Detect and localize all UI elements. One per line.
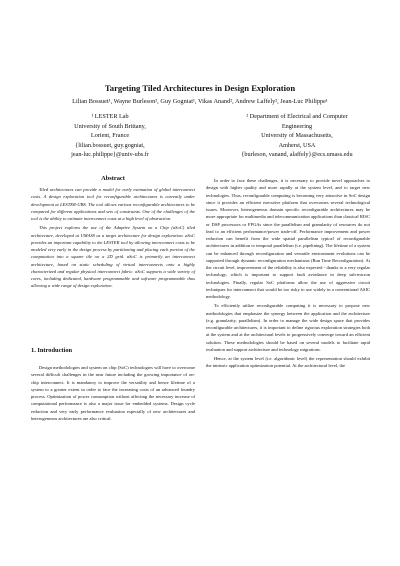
affiliation-2-line: Amherst, USA [278,141,316,149]
affiliation-2-line: Engineering [281,122,313,130]
intro-left-column [31,364,195,422]
paper-title: Targeting Tiled Architectures in Design Exploration [104,83,296,93]
body-paragraph: Design methodologies and system on chip (SoC) technologies will have to overcome several difficult challenges in the near future including the growing importance of on-chip interconnect. It is mandatory to improve the versatility and hence lifetime of a system to a greater extent in order to face the increasing costs of an advanced foundry process. Optimization of power consumption without affecting the necessary increase of computational performance is also a major issue for embedded systems. Design cycle reduction and very early performance evaluation especially of new architectures and heterogeneous architectures are also critical. [31,365,195,421]
affiliation-1-line: Lorient, France [90,132,130,140]
body-paragraph: In order to face these challenges, it is necessary to provide novel approaches to design with higher quality and more rapidly at the system level, and to target new technologies. Thus, reconfigurable computing is becoming very attractive in SoC design since it provides an efficient executive platform that overcomes several technological issues. Moreover, heterogeneous domain specific reconfigurable architectures may be more appropriate for multimedia and telecommunication applications than classical RISC or DSP processors or FPGAs since the parallelism and granularity of resources do not lead to an efficient performance/power trade-off. Performance improvement and power reduction can benefit from the wide spatial parallelism typical of reconfigurable architectures in addition to temporal parallelism (i.e. pipelining). The lifetime of a system can be enhanced through reconfiguration and versatile environment evolutions can be supported through dynamic reconfiguration mechanisms (Run Time Reconfiguration). At the circuit level, improvement of the reliability is also expected - thanks to a very regular technology, which is important to support fault avoidance in deep sub-micron technologies. Finally, regular SoC platforms allow the use of aggressive circuit techniques for interconnect that would be too risky to use widely in a conventional ASIC methodology. [206,178,370,299]
affiliation-2-line: {burleson, vanand, alaffely}@ecs.umass.edu [241,151,353,159]
affiliation-1-line: {lilian.bossuet, guy.gogniat, [75,141,145,149]
section-heading-introduction: 1. Introduction [31,347,73,354]
abstract-paragraph: This project explores the use of the Adaptive System on a Chip (aSoC) tiled architecture, developed at UMASS as a target architecture for design exploration. aSoC provides an important capability to the LESTER tool by allowing interconnect costs to be modeled very early in the design process by partitioning and placing each portion of the computation into a square tile on a 2D grid. aSoC is primarily an interconnect architecture, based on static scheduling of virtual interconnects onto a highly characterized and regular physical interconnect fabric. aSoC supports a wide variety of cores, including dedicated, hardware programmable and software programmable thus allowing a wide range of design exploration. [31,225,195,289]
affiliation-1-line: jean-luc.philippe}@univ-ubs.fr [71,151,149,159]
body-paragraph: Hence, at the system level (i.e. algorithmic level) the representation should exhibit the intrinsic application optimization potential. At the architectural level, the [206,356,370,369]
body-paragraph: To efficiently utilize reconfigurable computing it is necessary to propose new methodologies that emphasize the synergy between the application and the architecture (e.g. granularity, parallelism). In order to manage the wide design space that provides reconfigurable architectures, it is important to define rigorous exploration strategies both at the system and at the architectural levels to progressively converge toward an efficient solution. These methodologies should be based on several models to facilitate rapid evaluation and support architecture and technology migrations. [206,303,370,352]
right-column [206,177,370,370]
abstract-body [31,186,195,290]
affiliation-1-line: University of South Brittany, [74,122,146,130]
author-list: Lilian Bossuet¹, Wayne Burleson², Guy Gogniat¹, Vikas Anand², Andrew Laffely², Jean-Luc Philippe¹ [72,98,328,105]
affiliation-1-line: ¹ LESTER Lab [91,113,129,120]
affiliation-2-line: ² Department of Electrical and Computer [246,113,348,120]
affiliation-1 [40,112,180,160]
affiliation-2-line: University of Massachusetts, [261,132,333,140]
abstract-heading: Abstract [101,175,125,182]
affiliation-2 [222,112,372,160]
abstract-paragraph: Tiled architectures can provide a model for early estimation of global interconnect costs. A design exploration tool for reconfigurable architectures is currently under development at LESTER-UBS. The tool allows various reconfigurable architectures to be compared for different applications and sets of constraints. One of the challenges of the tool is the ability to estimate interconnect costs at a high level of abstraction. [31,187,195,221]
